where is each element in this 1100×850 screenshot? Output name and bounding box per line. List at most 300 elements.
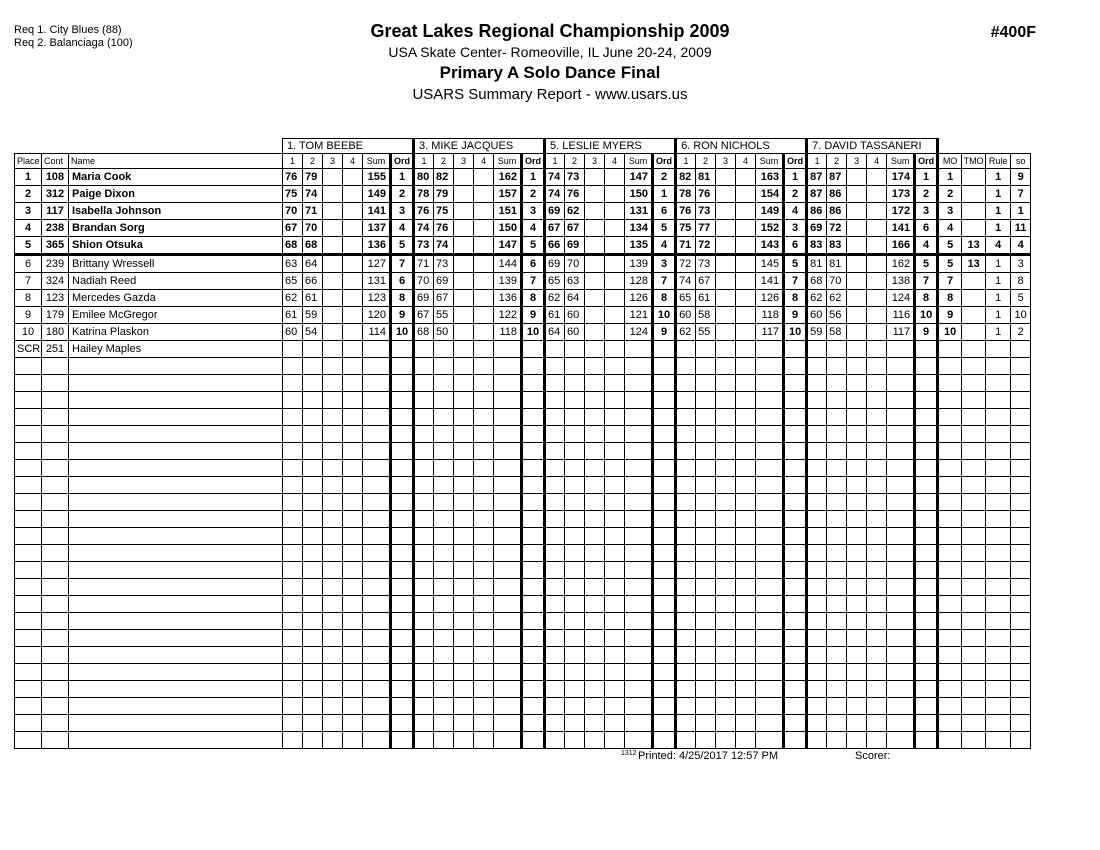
score-cell: [847, 477, 867, 494]
sum-cell: 147: [494, 237, 522, 255]
score-cell: [323, 324, 343, 341]
score-cell: [323, 375, 343, 392]
score-cell: [867, 273, 887, 290]
name-cell: [69, 647, 283, 664]
score-cell: [827, 494, 847, 511]
ord-cell: 9: [653, 324, 676, 341]
ord-cell: [915, 426, 938, 443]
sum-cell: 174: [887, 169, 915, 186]
score-cell: 64: [303, 255, 323, 273]
score-cell: [867, 375, 887, 392]
score-cell: 66: [303, 273, 323, 290]
score-cell: [716, 579, 736, 596]
score-cell: [343, 477, 363, 494]
score-cell: [545, 647, 565, 664]
score-cell: 72: [676, 255, 696, 273]
tmo-cell: [962, 664, 986, 681]
score-cell: 87: [827, 169, 847, 186]
score-cell: [565, 443, 585, 460]
sum-cell: [625, 409, 653, 426]
ord-cell: 5: [522, 237, 545, 255]
ord-cell: [915, 715, 938, 732]
score-cell: [807, 647, 827, 664]
score-cell: 75: [434, 203, 454, 220]
score-cell: [807, 630, 827, 647]
sum-cell: [363, 511, 391, 528]
score-cell: [736, 290, 756, 307]
score-cell: [474, 169, 494, 186]
score-cell: [716, 290, 736, 307]
so-cell: [1011, 562, 1031, 579]
place-cell: 10: [15, 324, 42, 341]
score-cell: [605, 237, 625, 255]
place-cell: [15, 460, 42, 477]
rule-cell: [986, 579, 1011, 596]
score-cell: [807, 715, 827, 732]
score-cell: [414, 647, 434, 664]
ord-cell: 6: [391, 273, 414, 290]
ord-cell: [784, 409, 807, 426]
score-cell: [716, 237, 736, 255]
column-header-4: 4: [474, 154, 494, 169]
sum-cell: 131: [625, 203, 653, 220]
ord-cell: 2: [391, 186, 414, 203]
ord-cell: 6: [653, 203, 676, 220]
score-cell: [283, 392, 303, 409]
score-cell: [454, 511, 474, 528]
column-header-1: 1: [807, 154, 827, 169]
score-cell: [545, 732, 565, 749]
score-cell: [434, 375, 454, 392]
score-cell: [565, 392, 585, 409]
ord-cell: [391, 664, 414, 681]
score-cell: [283, 358, 303, 375]
ord-cell: [522, 443, 545, 460]
sum-cell: [494, 579, 522, 596]
so-cell: [1011, 494, 1031, 511]
ord-cell: 1: [522, 169, 545, 186]
score-cell: [585, 341, 605, 358]
tmo-cell: [962, 273, 986, 290]
score-cell: [323, 460, 343, 477]
sum-cell: [625, 460, 653, 477]
ord-cell: [784, 460, 807, 477]
tmo-cell: [962, 630, 986, 647]
ord-cell: [522, 341, 545, 358]
score-cell: [283, 528, 303, 545]
score-cell: [676, 511, 696, 528]
rule-cell: [986, 426, 1011, 443]
ord-cell: [391, 358, 414, 375]
score-cell: [867, 494, 887, 511]
score-cell: [827, 647, 847, 664]
score-cell: [605, 443, 625, 460]
score-cell: [807, 477, 827, 494]
score-cell: [343, 681, 363, 698]
score-cell: [454, 409, 474, 426]
cont-cell: [42, 460, 69, 477]
score-cell: [696, 341, 716, 358]
name-cell: [69, 528, 283, 545]
score-cell: [323, 613, 343, 630]
score-cell: [736, 511, 756, 528]
sum-cell: [887, 562, 915, 579]
ord-cell: [915, 732, 938, 749]
score-cell: [716, 203, 736, 220]
score-cell: [343, 426, 363, 443]
score-cell: [716, 545, 736, 562]
score-cell: [696, 579, 716, 596]
empty-row: [15, 647, 1031, 664]
score-cell: 60: [676, 307, 696, 324]
table-row: [15, 273, 1031, 290]
column-header-2: 2: [565, 154, 585, 169]
score-cell: [545, 579, 565, 596]
score-cell: [303, 375, 323, 392]
score-cell: [414, 596, 434, 613]
sum-cell: [756, 409, 784, 426]
ord-cell: 4: [391, 220, 414, 237]
score-cell: [696, 358, 716, 375]
column-header-sum: Sum: [887, 154, 915, 169]
score-cell: [434, 681, 454, 698]
mo-cell: 9: [938, 307, 962, 324]
so-cell: [1011, 613, 1031, 630]
rule-cell: [986, 647, 1011, 664]
score-cell: [867, 732, 887, 749]
sum-cell: [625, 715, 653, 732]
mo-cell: [938, 562, 962, 579]
column-header-4: 4: [736, 154, 756, 169]
score-cell: 56: [827, 307, 847, 324]
score-cell: 62: [807, 290, 827, 307]
sum-cell: [494, 664, 522, 681]
tmo-cell: [962, 358, 986, 375]
score-cell: [283, 375, 303, 392]
sum-cell: 126: [625, 290, 653, 307]
score-cell: [605, 341, 625, 358]
sum-cell: [887, 698, 915, 715]
ord-cell: [391, 579, 414, 596]
sum-cell: 134: [625, 220, 653, 237]
name-cell: [69, 698, 283, 715]
ord-cell: [653, 443, 676, 460]
ord-cell: [522, 528, 545, 545]
score-cell: [696, 698, 716, 715]
rule-cell: [986, 562, 1011, 579]
score-cell: [736, 698, 756, 715]
rule-cell: 1: [986, 273, 1011, 290]
score-cell: [716, 511, 736, 528]
score-cell: 68: [283, 237, 303, 255]
ord-cell: [653, 715, 676, 732]
ord-cell: [391, 460, 414, 477]
score-cell: [847, 715, 867, 732]
score-cell: 61: [696, 290, 716, 307]
score-cell: 78: [676, 186, 696, 203]
ord-cell: [653, 630, 676, 647]
score-cell: [696, 732, 716, 749]
table-row: [15, 307, 1031, 324]
empty-row: [15, 715, 1031, 732]
score-cell: [565, 341, 585, 358]
score-cell: [867, 647, 887, 664]
ord-cell: [915, 681, 938, 698]
score-cell: [474, 528, 494, 545]
score-cell: [847, 237, 867, 255]
score-cell: [323, 494, 343, 511]
score-cell: 73: [414, 237, 434, 255]
tmo-cell: [962, 477, 986, 494]
score-cell: 67: [565, 220, 585, 237]
empty-row: [15, 426, 1031, 443]
score-cell: [323, 681, 343, 698]
sum-cell: [494, 698, 522, 715]
sum-cell: [625, 562, 653, 579]
column-header-ord: Ord: [784, 154, 807, 169]
score-cell: 81: [807, 255, 827, 273]
score-cell: [585, 203, 605, 220]
score-cell: [585, 494, 605, 511]
mo-cell: 10: [938, 324, 962, 341]
score-cell: [807, 545, 827, 562]
sum-cell: [625, 596, 653, 613]
tmo-cell: [962, 169, 986, 186]
sum-cell: [756, 443, 784, 460]
score-cell: [716, 681, 736, 698]
score-cell: [847, 664, 867, 681]
score-cell: [565, 358, 585, 375]
ord-cell: [522, 511, 545, 528]
ord-cell: [522, 579, 545, 596]
score-cell: [585, 255, 605, 273]
score-cell: [454, 273, 474, 290]
sum-cell: 120: [363, 307, 391, 324]
score-cell: 67: [283, 220, 303, 237]
score-cell: [414, 698, 434, 715]
score-cell: 69: [807, 220, 827, 237]
ord-cell: [522, 562, 545, 579]
score-cell: [565, 409, 585, 426]
ord-cell: [653, 647, 676, 664]
score-cell: 76: [696, 186, 716, 203]
sum-cell: [363, 613, 391, 630]
score-cell: [676, 545, 696, 562]
score-cell: [716, 732, 736, 749]
score-cell: [323, 169, 343, 186]
table-row: [15, 324, 1031, 341]
ord-cell: [784, 732, 807, 749]
score-cell: [414, 681, 434, 698]
sum-cell: [494, 681, 522, 698]
tmo-cell: [962, 715, 986, 732]
cont-cell: [42, 562, 69, 579]
sum-cell: [363, 579, 391, 596]
sum-cell: [625, 681, 653, 698]
score-cell: [736, 460, 756, 477]
score-cell: [867, 562, 887, 579]
score-cell: [474, 596, 494, 613]
mo-cell: [938, 341, 962, 358]
sum-cell: [494, 613, 522, 630]
cont-cell: 117: [42, 203, 69, 220]
score-cell: [434, 426, 454, 443]
score-cell: [736, 545, 756, 562]
ord-cell: [915, 443, 938, 460]
sum-cell: [363, 460, 391, 477]
ord-cell: 4: [915, 237, 938, 255]
score-cell: [716, 324, 736, 341]
score-cell: [585, 647, 605, 664]
name-cell: [69, 664, 283, 681]
score-cell: [716, 477, 736, 494]
score-cell: [545, 562, 565, 579]
score-cell: [565, 732, 585, 749]
score-cell: [454, 596, 474, 613]
sum-cell: 141: [363, 203, 391, 220]
score-cell: [867, 186, 887, 203]
score-cell: [847, 324, 867, 341]
ord-cell: 5: [784, 255, 807, 273]
score-cell: 73: [434, 255, 454, 273]
name-cell: Katrina Plaskon: [69, 324, 283, 341]
score-cell: [434, 647, 454, 664]
so-cell: [1011, 545, 1031, 562]
sum-cell: 122: [494, 307, 522, 324]
cont-cell: [42, 426, 69, 443]
sum-cell: [625, 664, 653, 681]
name-cell: [69, 494, 283, 511]
score-cell: [736, 630, 756, 647]
footer-version-note: 1312: [621, 750, 637, 757]
sum-cell: [887, 477, 915, 494]
score-cell: 71: [676, 237, 696, 255]
score-cell: [545, 358, 565, 375]
tmo-cell: [962, 290, 986, 307]
score-cell: [585, 237, 605, 255]
score-cell: [565, 630, 585, 647]
place-cell: [15, 613, 42, 630]
score-cell: 68: [303, 237, 323, 255]
score-cell: [303, 698, 323, 715]
score-cell: [545, 698, 565, 715]
sum-cell: 136: [494, 290, 522, 307]
score-cell: [545, 528, 565, 545]
score-cell: 86: [827, 186, 847, 203]
ord-cell: [391, 477, 414, 494]
score-cell: [454, 545, 474, 562]
sum-cell: [756, 562, 784, 579]
score-cell: [716, 255, 736, 273]
ord-cell: [522, 477, 545, 494]
score-cell: [323, 307, 343, 324]
sum-cell: [756, 613, 784, 630]
so-cell: [1011, 664, 1031, 681]
score-cell: [343, 732, 363, 749]
ord-cell: [915, 579, 938, 596]
score-cell: [565, 528, 585, 545]
score-cell: [827, 375, 847, 392]
column-header-mo: MO: [938, 154, 962, 169]
rule-cell: 1: [986, 203, 1011, 220]
score-cell: [303, 647, 323, 664]
so-cell: 10: [1011, 307, 1031, 324]
score-cell: [474, 273, 494, 290]
score-cell: [303, 545, 323, 562]
ord-cell: 4: [653, 237, 676, 255]
score-cell: 69: [434, 273, 454, 290]
ord-cell: [653, 681, 676, 698]
cont-cell: 324: [42, 273, 69, 290]
score-cell: 62: [565, 203, 585, 220]
empty-row: [15, 494, 1031, 511]
ord-cell: [391, 630, 414, 647]
scorer-label: Scorer:: [855, 750, 891, 762]
empty-row: [15, 528, 1031, 545]
name-cell: Brandan Sorg: [69, 220, 283, 237]
score-cell: [414, 460, 434, 477]
tmo-cell: [962, 426, 986, 443]
score-cell: [736, 220, 756, 237]
column-header-4: 4: [605, 154, 625, 169]
score-cell: [454, 341, 474, 358]
score-cell: [585, 409, 605, 426]
sum-cell: [887, 681, 915, 698]
score-cell: [323, 647, 343, 664]
score-cell: [716, 664, 736, 681]
so-cell: [1011, 528, 1031, 545]
cont-cell: 180: [42, 324, 69, 341]
score-cell: [867, 290, 887, 307]
score-cell: [454, 186, 474, 203]
score-cell: 69: [545, 255, 565, 273]
tmo-cell: [962, 545, 986, 562]
rule-cell: [986, 596, 1011, 613]
score-cell: [585, 358, 605, 375]
venue-line: USA Skate Center- Romeoville, IL June 20-24, 2009: [388, 44, 712, 60]
score-cell: [827, 579, 847, 596]
score-cell: [343, 237, 363, 255]
score-cell: [565, 647, 585, 664]
score-cell: [474, 255, 494, 273]
score-cell: 72: [696, 237, 716, 255]
score-cell: [545, 392, 565, 409]
sum-cell: [756, 647, 784, 664]
so-cell: [1011, 698, 1031, 715]
tmo-cell: [962, 681, 986, 698]
score-cell: 70: [827, 273, 847, 290]
score-cell: 62: [283, 290, 303, 307]
score-cell: [454, 494, 474, 511]
score-cell: [565, 426, 585, 443]
sum-cell: [494, 341, 522, 358]
ord-cell: [784, 494, 807, 511]
column-header-place: Place: [15, 154, 42, 169]
cont-cell: [42, 613, 69, 630]
sum-cell: [756, 494, 784, 511]
cont-cell: [42, 664, 69, 681]
sum-cell: 150: [625, 186, 653, 203]
ord-cell: [915, 375, 938, 392]
ord-cell: [915, 664, 938, 681]
ord-cell: [915, 511, 938, 528]
score-cell: 50: [434, 324, 454, 341]
score-cell: [414, 375, 434, 392]
ord-cell: 3: [784, 220, 807, 237]
score-cell: [343, 169, 363, 186]
place-cell: [15, 477, 42, 494]
ord-cell: 10: [784, 324, 807, 341]
